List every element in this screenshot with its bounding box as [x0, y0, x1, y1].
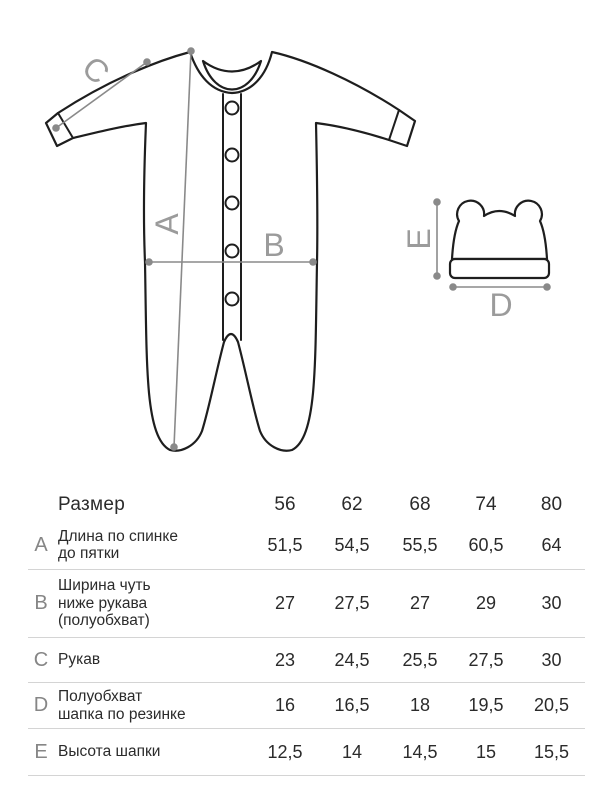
size-table-header-row — [28, 488, 585, 521]
cell-value: 55,5 — [402, 534, 438, 555]
row-label-line: Высота шапки — [58, 743, 161, 761]
row-label — [54, 528, 252, 563]
size-column-68: 68 — [409, 493, 431, 515]
row-label — [54, 688, 252, 723]
row-label-line: до пятки — [58, 545, 120, 562]
onesie-drawing — [46, 47, 415, 451]
row-label-line: Рукав — [58, 651, 101, 669]
dimension-line-d — [449, 283, 551, 323]
table-row-d — [28, 683, 585, 729]
cell-value: 64 — [541, 534, 562, 555]
row-label — [54, 577, 252, 629]
cell-value: 51,5 — [267, 534, 303, 555]
snap-button — [226, 245, 239, 258]
cell-value: 27,5 — [334, 593, 370, 613]
cell-value: 12,5 — [267, 741, 303, 762]
cell-value: 27 — [274, 593, 296, 613]
size-column-62: 62 — [341, 493, 363, 515]
cell-value: 23 — [274, 649, 296, 670]
row-letter: A — [34, 533, 48, 556]
cell-value: 14,5 — [402, 741, 438, 762]
row-label-line: шапка по резинке — [58, 705, 186, 723]
dimension-label-c: C — [75, 48, 117, 92]
row-letter: C — [33, 648, 49, 671]
dimension-label-e: E — [401, 228, 437, 250]
row-letter: B — [34, 592, 48, 614]
cell-value: 30 — [541, 593, 562, 613]
dimension-label-a: A — [149, 213, 185, 235]
cell-value: 15 — [475, 741, 497, 762]
size-column-74: 74 — [475, 493, 497, 515]
cell-value: 14 — [341, 741, 363, 762]
row-label — [54, 743, 252, 760]
cell-value: 15,5 — [533, 741, 570, 762]
row-letter: D — [33, 694, 49, 716]
cell-value: 25,5 — [402, 649, 438, 670]
hat-drawing — [401, 198, 551, 323]
cell-value: 27,5 — [468, 649, 504, 670]
cell-value: 16,5 — [334, 695, 370, 715]
cell-value: 20,5 — [533, 695, 570, 715]
hat-dome-with-ears — [452, 201, 547, 259]
size-column-80: 80 — [540, 493, 563, 515]
cell-value: 60,5 — [468, 534, 504, 555]
cell-value: 19,5 — [468, 695, 504, 715]
cell-value: 18 — [409, 695, 431, 715]
cell-value: 29 — [475, 593, 497, 613]
dimension-label-d: D — [489, 287, 513, 323]
cell-value: 24,5 — [334, 649, 370, 670]
row-label-line: Ширина чуть — [58, 577, 151, 595]
cell-value: 30 — [541, 649, 562, 670]
dimension-label-b: B — [263, 227, 285, 263]
table-row-e — [28, 729, 585, 776]
size-table — [28, 488, 585, 776]
table-row-c — [28, 638, 585, 683]
row-label-line: (полуобхват) — [58, 612, 150, 630]
snap-button — [226, 293, 239, 306]
row-label-line: Полуобхват — [58, 688, 143, 706]
hat-brim — [450, 259, 549, 278]
row-letter: E — [34, 740, 48, 763]
table-row-b — [28, 570, 585, 638]
cell-value: 54,5 — [334, 534, 370, 555]
row-label-line: ниже рукава — [58, 594, 148, 612]
table-row-a — [28, 521, 585, 570]
cell-value: 27 — [409, 593, 431, 613]
size-column-56: 56 — [274, 493, 296, 515]
size-header-label: Размер — [58, 493, 126, 515]
row-label-line: Длина по спинке — [58, 527, 178, 545]
snap-button — [226, 197, 239, 210]
row-label — [54, 651, 252, 668]
cell-value: 16 — [274, 695, 296, 715]
dimension-line-e — [401, 198, 441, 280]
snap-button — [226, 102, 239, 115]
snap-button — [226, 149, 239, 162]
